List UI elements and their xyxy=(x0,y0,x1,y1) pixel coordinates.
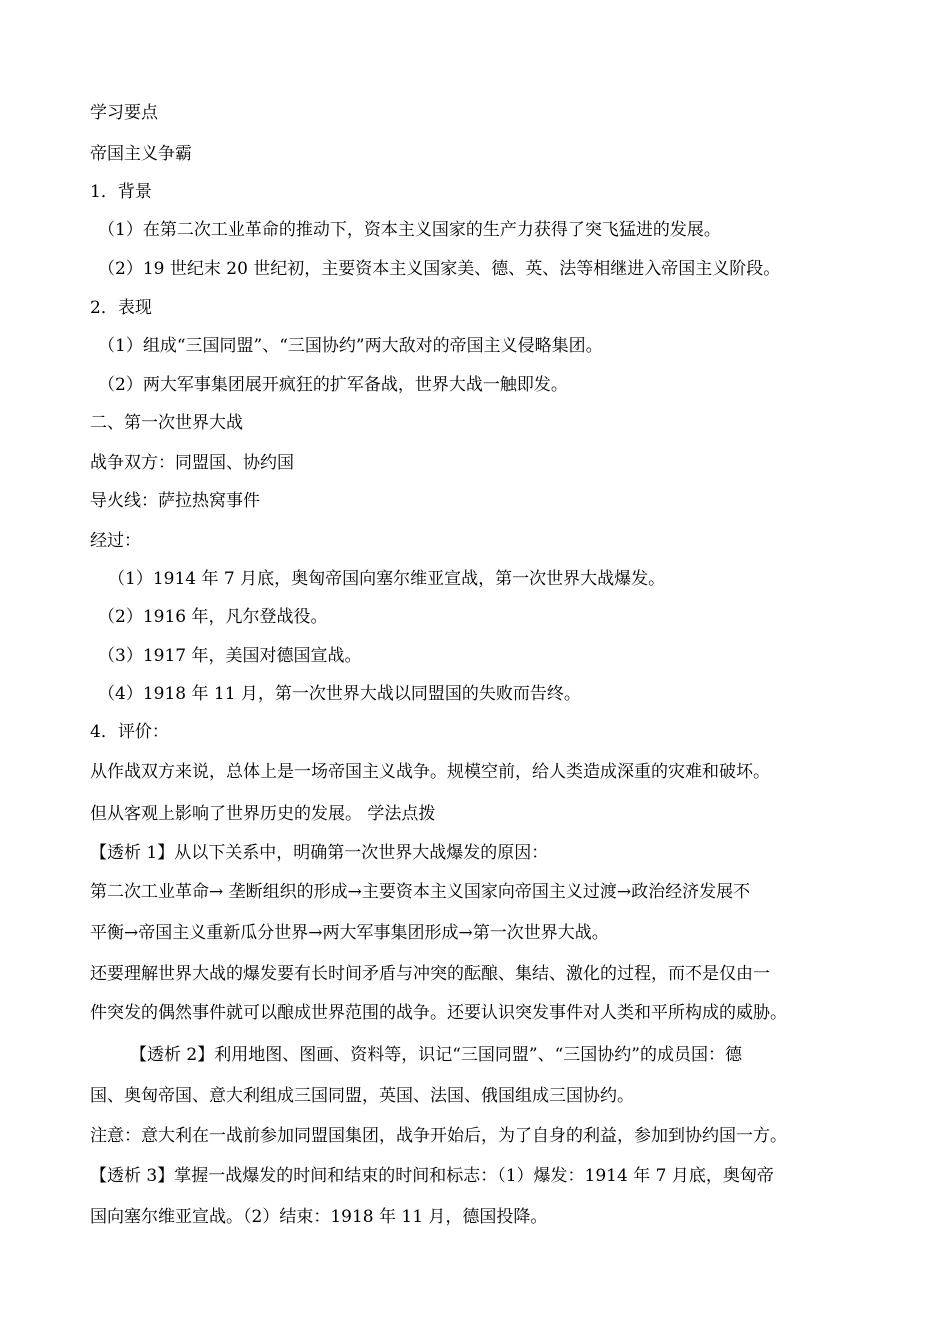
section-heading-ww1: 二、第一次世界大战 xyxy=(90,413,243,433)
analysis-1-line-2: 平衡→帝国主义重新瓜分世界→两大军事集团形成→第一次世界大战。 xyxy=(90,923,609,943)
analysis-3-line-1: 【透析 3】掌握一战爆发的时间和结束的时间和标志：（1）爆发：1914 年 7 月底，奥匈帝 xyxy=(90,1166,774,1186)
analysis-1-line-1: 第二次工业革命→ 垄断组织的形成→主要资本主义国家向帝国主义过渡→政治经济发展不 xyxy=(90,882,751,902)
course-item-1: （1）1914 年 7 月底，奥匈帝国向塞尔维亚宣战，第一次世界大战爆发。 xyxy=(108,569,666,589)
course-item-2: （2）1916 年，凡尔登战役。 xyxy=(98,607,328,627)
background-item-2: （2）19 世纪末 20 世纪初，主要资本主义国家美、德、英、法等相继进入帝国主义阶段。 xyxy=(98,259,781,279)
analysis-2-line-1: 【透析 2】利用地图、图画、资料等，识记“三国同盟”、“三国协约”的成员国：德 xyxy=(130,1045,742,1065)
analysis-2-line-2: 国、奥匈帝国、意大利组成三国同盟，英国、法国、俄国组成三国协约。 xyxy=(90,1086,634,1106)
analysis-1-line-3: 还要理解世界大战的爆发要有长时间矛盾与冲突的酝酿、集结、激化的过程，而不是仅由一 xyxy=(90,964,770,984)
course-label: 经过： xyxy=(90,531,141,551)
analysis-1-title: 【透析 1】从以下关系中，明确第一次世界大战爆发的原因： xyxy=(90,843,549,863)
evaluation-line-1: 从作战双方来说，总体上是一场帝国主义战争。规模空前，给人类造成深重的灾难和破坏。 xyxy=(90,762,770,782)
subheading-evaluation: 4．评价： xyxy=(90,722,169,742)
background-item-1: （1）在第二次工业革命的推动下，资本主义国家的生产力获得了突飞猛进的发展。 xyxy=(98,220,721,240)
course-item-3: （3）1917 年，美国对德国宣战。 xyxy=(98,646,362,666)
subheading-background: 1．背景 xyxy=(90,182,152,202)
analysis-3-line-2: 国向塞尔维亚宣战。（2）结束：1918 年 11 月，德国投降。 xyxy=(90,1207,548,1227)
subheading-manifestation: 2．表现 xyxy=(90,298,152,318)
section-heading-imperialism: 帝国主义争霸 xyxy=(90,144,192,164)
analysis-1-line-4: 件突发的偶然事件就可以酿成世界范围的战争。还要认识突发事件对人类和平所构成的威胁。 xyxy=(90,1003,787,1023)
war-sides: 战争双方：同盟国、协约国 xyxy=(90,453,294,473)
evaluation-line-2: 但从客观上影响了世界历史的发展。 学法点拨 xyxy=(90,804,436,824)
war-fuse: 导火线：萨拉热窝事件 xyxy=(90,491,260,511)
manifestation-item-2: （2）两大军事集团展开疯狂的扩军备战，世界大战一触即发。 xyxy=(98,375,568,395)
course-item-4: （4）1918 年 11 月，第一次世界大战以同盟国的失败而告终。 xyxy=(98,684,581,704)
manifestation-item-1: （1）组成“三国同盟”、“三国协约”两大敌对的帝国主义侵略集团。 xyxy=(98,336,603,356)
section-heading-learning-points: 学习要点 xyxy=(90,103,158,123)
note-line: 注意：意大利在一战前参加同盟国集团，战争开始后，为了自身的利益，参加到协约国一方。 xyxy=(90,1126,787,1146)
